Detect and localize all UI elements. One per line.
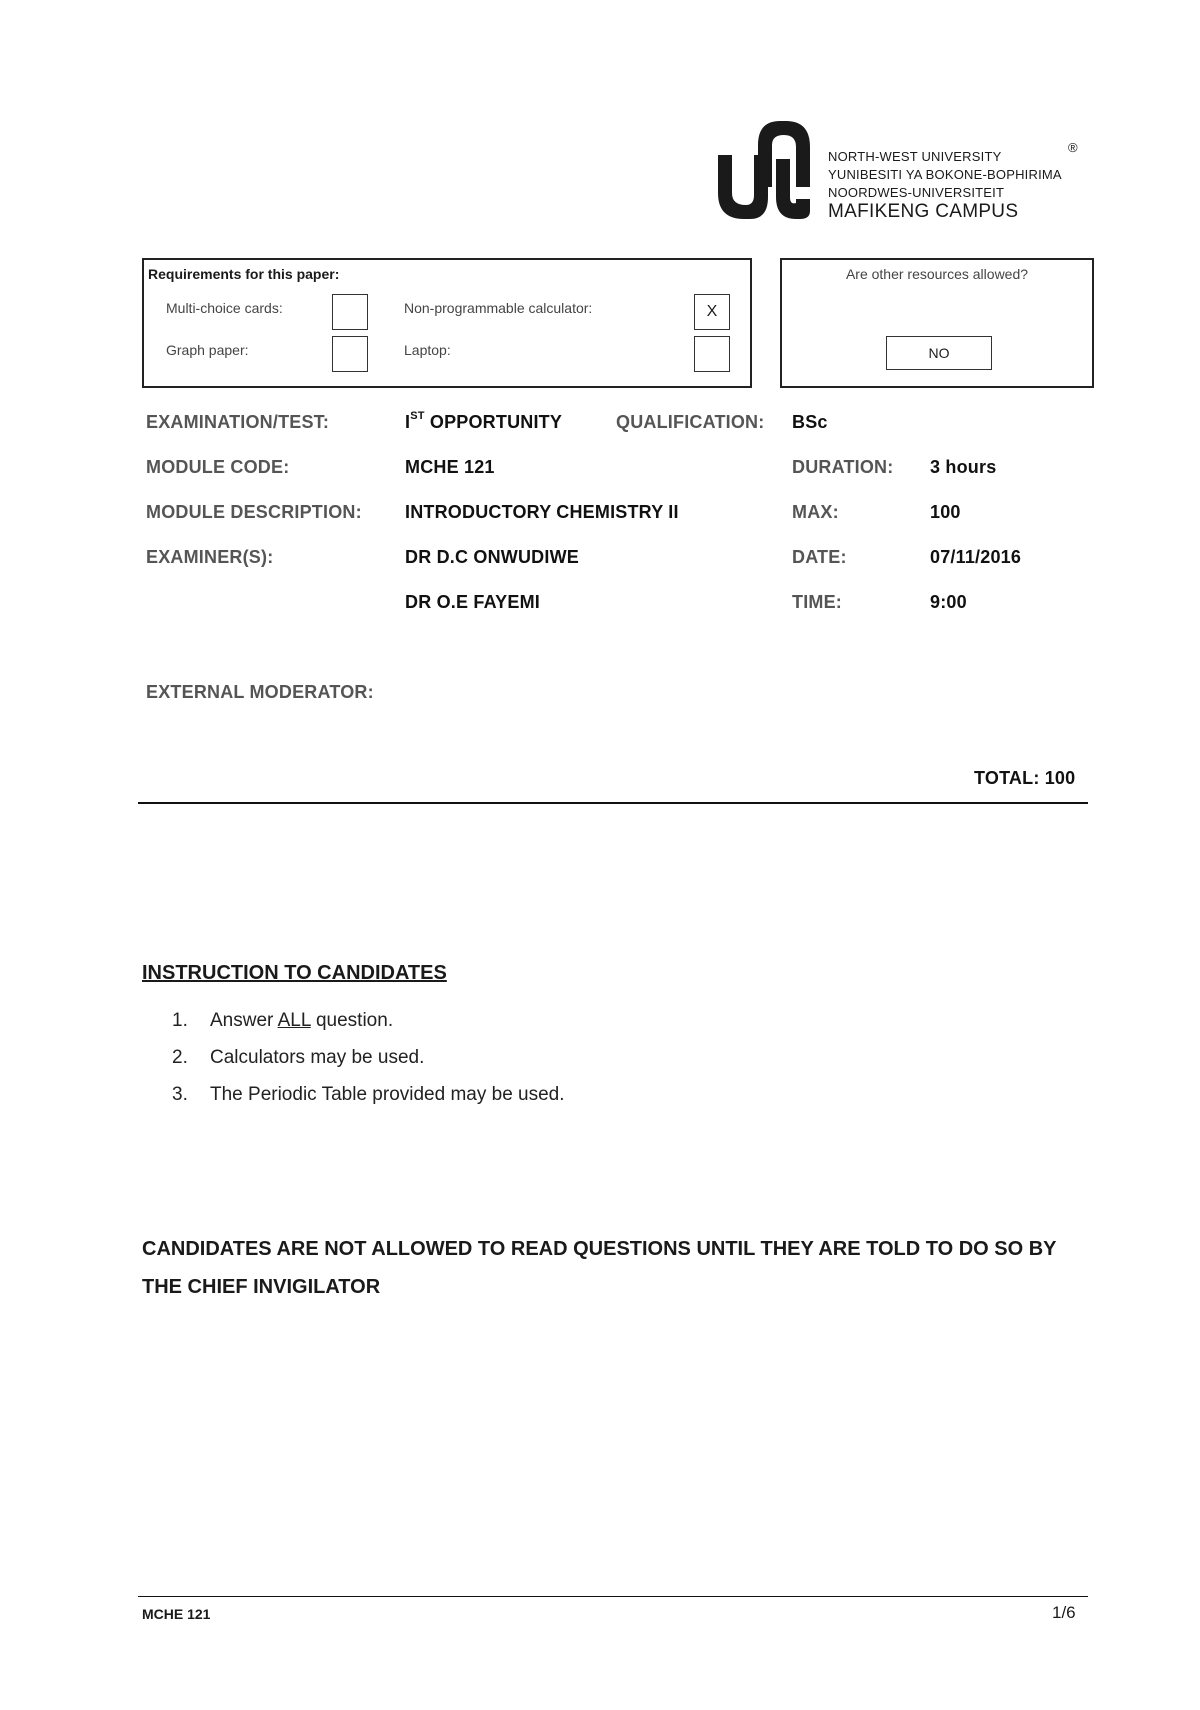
header-divider bbox=[138, 802, 1088, 804]
date-value: 07/11/2016 bbox=[930, 547, 1022, 567]
instructions-list bbox=[172, 1010, 565, 1121]
footer-page-number: 1/6 bbox=[1052, 1603, 1076, 1622]
instruction-item: 1. Answer ALL question. bbox=[172, 1010, 394, 1031]
resources-box bbox=[780, 258, 1094, 388]
university-name-af: NOORDWES-UNIVERSITEIT bbox=[828, 185, 1005, 200]
exam-label: EXAMINATION/TEST: bbox=[146, 412, 330, 432]
university-name-block bbox=[828, 148, 1062, 221]
university-logo bbox=[710, 115, 815, 225]
laptop-checkbox[interactable] bbox=[694, 336, 730, 372]
university-name-tn: YUNIBESITI YA BOKONE-BOPHIRIMA bbox=[828, 167, 1062, 182]
module-description-value: INTRODUCTORY CHEMISTRY II bbox=[405, 502, 679, 522]
examiners-label: EXAMINER(S): bbox=[146, 547, 274, 567]
graph-paper-checkbox[interactable] bbox=[332, 336, 368, 372]
total-marks: TOTAL: 100 bbox=[974, 768, 1076, 788]
examiner-2: DR O.E FAYEMI bbox=[405, 592, 540, 612]
duration-value: 3 hours bbox=[930, 457, 997, 477]
time-value: 9:00 bbox=[930, 592, 967, 612]
qualification-value: BSc bbox=[792, 412, 828, 432]
max-value: 100 bbox=[930, 502, 961, 522]
examiner-1: DR D.C ONWUDIWE bbox=[405, 547, 579, 567]
instruction-item: 3. The Periodic Table provided may be used. bbox=[172, 1084, 565, 1105]
registered-mark: ® bbox=[1068, 140, 1078, 155]
calculator-checkbox[interactable]: X bbox=[694, 294, 730, 330]
requirements-title: Requirements for this paper: bbox=[148, 266, 340, 282]
footer-divider bbox=[138, 1596, 1088, 1597]
requirements-box bbox=[142, 258, 752, 388]
resources-question: Are other resources allowed? bbox=[845, 266, 1029, 282]
instruction-item: 2. Calculators may be used. bbox=[172, 1047, 425, 1068]
footer-module-code: MCHE 121 bbox=[142, 1606, 211, 1622]
module-code-value: MCHE 121 bbox=[405, 457, 495, 477]
laptop-label: Laptop: bbox=[404, 342, 451, 358]
university-name-en: NORTH-WEST UNIVERSITY bbox=[828, 149, 1002, 164]
multi-choice-checkbox[interactable] bbox=[332, 294, 368, 330]
qualification-label: QUALIFICATION: bbox=[616, 412, 765, 432]
time-label: TIME: bbox=[792, 592, 842, 612]
duration-label: DURATION: bbox=[792, 457, 894, 477]
invigilator-warning: CANDIDATES ARE NOT ALLOWED TO READ QUESTIONS UNTIL THEY ARE TOLD TO DO SO BY THE CHIEF INVIGILATOR bbox=[142, 1238, 1057, 1298]
max-label: MAX: bbox=[792, 502, 839, 522]
resources-answer: NO bbox=[886, 336, 992, 370]
date-label: DATE: bbox=[792, 547, 847, 567]
instructions-heading: INSTRUCTION TO CANDIDATES bbox=[142, 962, 447, 984]
graph-paper-label: Graph paper: bbox=[166, 342, 249, 358]
multi-choice-label: Multi-choice cards: bbox=[166, 300, 283, 316]
external-moderator-label: EXTERNAL MODERATOR: bbox=[146, 682, 374, 702]
campus-name: MAFIKENG CAMPUS bbox=[828, 201, 1019, 222]
module-code-label: MODULE CODE: bbox=[146, 457, 290, 477]
module-description-label: MODULE DESCRIPTION: bbox=[146, 502, 362, 522]
calculator-label: Non-programmable calculator: bbox=[404, 300, 593, 316]
exam-value: IST OPPORTUNITY bbox=[405, 410, 563, 432]
